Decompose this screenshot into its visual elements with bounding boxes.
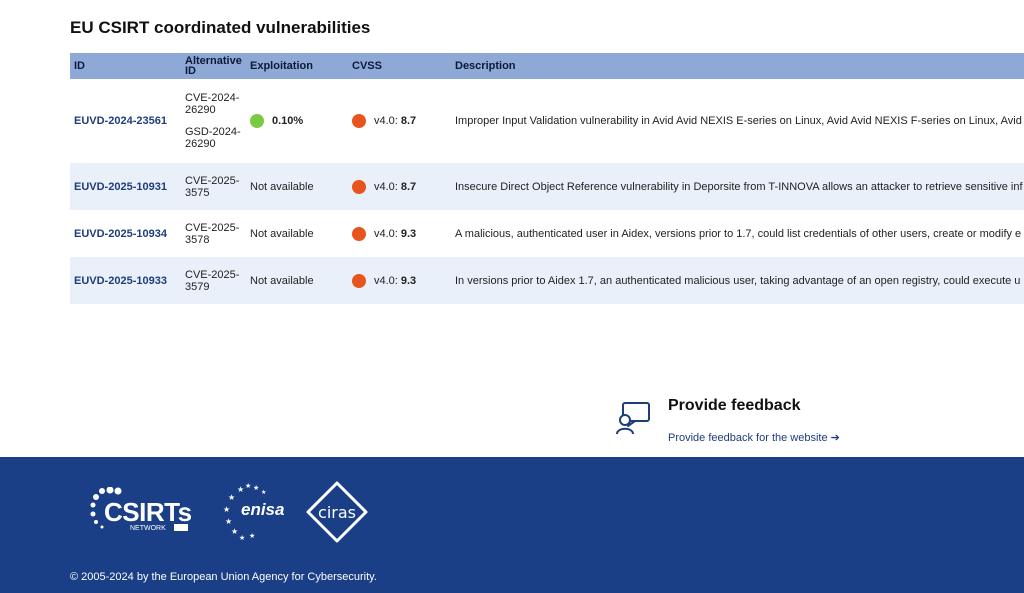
- alt-id: GSD-2024-26290: [185, 126, 241, 150]
- ciras-logo-text: ciras: [318, 503, 356, 522]
- row-id-cell: [74, 163, 167, 210]
- vulnerability-id-link[interactable]: EUVD-2025-10933: [74, 274, 167, 287]
- svg-text:★: ★: [253, 484, 260, 492]
- feedback-link[interactable]: Provide feedback for the website ➔: [668, 432, 840, 444]
- table-row: [70, 79, 1024, 163]
- alt-id: CVE-2025-3579: [185, 268, 240, 293]
- header-alt-id[interactable]: Alternative ID: [185, 55, 242, 77]
- exploitation-status-dot: [250, 114, 264, 128]
- cvss-version: v4.0:: [374, 227, 398, 240]
- cvss-score: 9.3: [400, 227, 417, 240]
- table-header: [70, 53, 1024, 79]
- table-row: [70, 257, 1024, 304]
- row-description: In versions prior to Aidex 1.7, an authenticated malicious user, taking advantage of an open registry, could execute u: [455, 274, 1021, 287]
- row-exploitation-cell: [250, 79, 303, 163]
- row-id-cell: [74, 79, 167, 163]
- cvss-severity-dot: [352, 180, 366, 194]
- cvss-version: v4.0:: [374, 274, 398, 287]
- cvss-score: 8.7: [400, 180, 417, 193]
- vulnerability-id-link[interactable]: EUVD-2025-10931: [74, 180, 167, 193]
- vulnerability-id-link[interactable]: EUVD-2025-10934: [74, 227, 167, 240]
- alt-id: CVE-2024-26290: [185, 92, 240, 116]
- row-alt-id-cell: [185, 79, 247, 163]
- row-cvss-cell: [352, 210, 416, 257]
- svg-text:★: ★: [237, 485, 245, 494]
- header-id[interactable]: ID: [74, 60, 85, 72]
- header-description[interactable]: Description: [455, 60, 516, 72]
- row-description: Insecure Direct Object Reference vulnerability in Deporsite from T-INNOVA allows an attacker to retrieve sensitive inf: [455, 180, 1023, 193]
- svg-text:★: ★: [245, 482, 252, 490]
- svg-text:★: ★: [249, 532, 256, 540]
- ciras-logo-icon: [305, 480, 369, 544]
- row-cvss-cell: [352, 257, 416, 304]
- vulnerability-id-link[interactable]: EUVD-2024-23561: [74, 115, 167, 127]
- row-exploitation-cell: [250, 257, 314, 304]
- row-exploitation-cell: [250, 210, 314, 257]
- cvss-severity-dot: [352, 274, 366, 288]
- row-alt-id-cell: [185, 210, 247, 257]
- row-exploitation-cell: [250, 163, 314, 210]
- csirts-logo-text: CSIRTs: [104, 497, 192, 527]
- header-exploitation[interactable]: Exploitation: [250, 60, 313, 72]
- exploitation-value: Not available: [250, 227, 314, 240]
- exploitation-value: 0.10%: [272, 115, 304, 127]
- row-alt-id-cell: [185, 257, 247, 304]
- table-row: [70, 163, 1024, 210]
- row-description: A malicious, authenticated user in Aidex, versions prior to 1.7, could list credentials of other users, create or modify e: [455, 227, 1022, 240]
- csirts-logo-subtext: NETWORK: [130, 525, 166, 532]
- cvss-score: 8.7: [400, 115, 417, 127]
- exploitation-value: Not available: [250, 274, 314, 287]
- alt-id: CVE-2025-3578: [185, 221, 240, 246]
- svg-text:★: ★: [231, 527, 239, 536]
- alt-id: CVE-2025-3575: [185, 174, 240, 199]
- table-row: [70, 210, 1024, 257]
- cvss-severity-dot: [352, 114, 366, 128]
- svg-text:★: ★: [225, 517, 233, 526]
- cvss-version: v4.0:: [374, 180, 398, 193]
- row-description: Improper Input Validation vulnerability in Avid Avid NEXIS E-series on Linux, Avid Avid NEXIS F-series on Linux, Avid: [455, 115, 1022, 127]
- cvss-version: v4.0:: [374, 115, 398, 127]
- row-alt-id-cell: [185, 163, 247, 210]
- header-cvss[interactable]: CVSS: [352, 60, 382, 72]
- ciras-logo[interactable]: [305, 480, 369, 544]
- row-id-cell: [74, 210, 167, 257]
- feedback-title: Provide feedback: [668, 397, 801, 414]
- vulnerabilities-table: [70, 53, 1024, 304]
- svg-text:★: ★: [239, 534, 246, 542]
- enisa-logo[interactable]: [215, 482, 290, 542]
- cvss-severity-dot: [352, 227, 366, 241]
- section-title: EU CSIRT coordinated vulnerabilities: [70, 18, 371, 37]
- feedback-chat-icon: [614, 400, 652, 438]
- row-id-cell: [74, 257, 167, 304]
- copyright-text: © 2005-2024 by the European Union Agency for Cybersecurity.: [70, 571, 377, 583]
- svg-text:★: ★: [261, 489, 267, 496]
- exploitation-value: Not available: [250, 180, 314, 193]
- row-cvss-cell: [352, 163, 416, 210]
- csirts-network-logo[interactable]: [90, 487, 190, 537]
- row-cvss-cell: [352, 79, 416, 163]
- cvss-score: 9.3: [400, 274, 417, 287]
- svg-text:★: ★: [228, 493, 236, 502]
- enisa-logo-text: enisa: [241, 500, 285, 519]
- svg-text:★: ★: [223, 505, 231, 514]
- footer: [0, 457, 1024, 593]
